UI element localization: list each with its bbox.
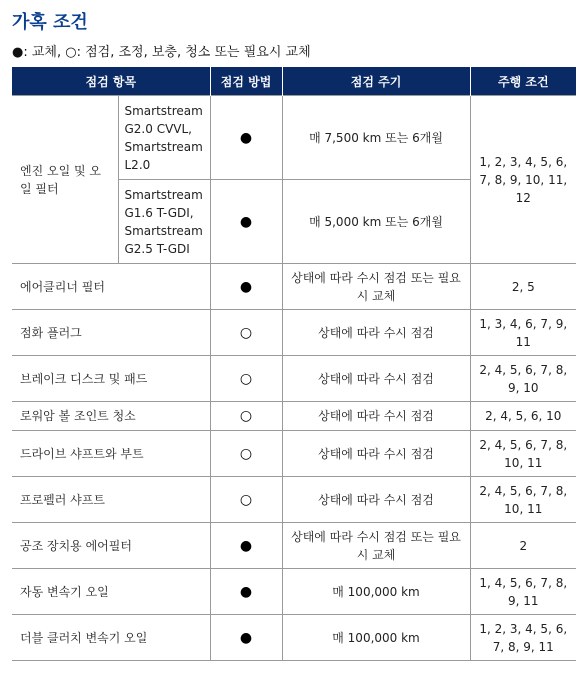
method-symbol: ○	[210, 310, 282, 356]
header-interval: 점검 주기	[282, 67, 470, 96]
interval-cell: 매 100,000 km	[282, 615, 470, 661]
page-title: 가혹 조건	[12, 12, 88, 33]
method-symbol: ○	[210, 402, 282, 431]
method-symbol: ●	[210, 615, 282, 661]
interval-cell: 상태에 따라 수시 점검	[282, 477, 470, 523]
item-cell: 점화 플러그	[12, 310, 210, 356]
table-row	[12, 431, 576, 477]
item-cell: 프로펠러 샤프트	[12, 477, 210, 523]
interval-cell: 상태에 따라 수시 점검 또는 필요시 교체	[282, 523, 470, 569]
item-cell: 공조 장치용 에어필터	[12, 523, 210, 569]
method-symbol: ●	[210, 180, 282, 264]
header-method: 점검 방법	[210, 67, 282, 96]
table-row	[12, 523, 576, 569]
interval-cell: 상태에 따라 수시 점검	[282, 402, 470, 431]
maintenance-table	[12, 67, 576, 661]
method-symbol: ●	[210, 96, 282, 180]
method-symbol: ○	[210, 356, 282, 402]
method-symbol: ○	[210, 431, 282, 477]
table-row	[12, 615, 576, 661]
method-symbol: ●	[210, 264, 282, 310]
model-cell: Smartstream G2.0 CVVL, Smartstream L2.0	[118, 96, 210, 180]
interval-cell: 상태에 따라 수시 점검	[282, 431, 470, 477]
method-symbol: ●	[210, 523, 282, 569]
method-symbol: ●	[210, 569, 282, 615]
item-cell: 자동 변속기 오일	[12, 569, 210, 615]
conditions-cell: 2	[470, 523, 576, 569]
interval-cell: 매 100,000 km	[282, 569, 470, 615]
item-cell: 로워암 볼 조인트 청소	[12, 402, 210, 431]
interval-cell: 매 7,500 km 또는 6개월	[282, 96, 470, 180]
model-cell: Smartstream G1.6 T-GDI, Smartstream G2.5 T-GDI	[118, 180, 210, 264]
conditions-cell: 2, 4, 5, 6, 7, 8, 9, 10	[470, 356, 576, 402]
conditions-cell: 1, 4, 5, 6, 7, 8, 9, 11	[470, 569, 576, 615]
table-row	[12, 264, 576, 310]
interval-cell: 상태에 따라 수시 점검 또는 필요시 교체	[282, 264, 470, 310]
interval-cell: 상태에 따라 수시 점검	[282, 310, 470, 356]
table-row	[12, 569, 576, 615]
header-conditions: 주행 조건	[470, 67, 576, 96]
item-cell: 브레이크 디스크 및 패드	[12, 356, 210, 402]
item-cell: 드라이브 샤프트와 부트	[12, 431, 210, 477]
conditions-cell: 2, 4, 5, 6, 7, 8, 10, 11	[470, 477, 576, 523]
item-cell: 에어클리너 필터	[12, 264, 210, 310]
conditions-cell: 1, 2, 3, 4, 5, 6, 7, 8, 9, 11	[470, 615, 576, 661]
table-row	[12, 402, 576, 431]
item-cell: 더블 클러치 변속기 오일	[12, 615, 210, 661]
conditions-cell: 2, 4, 5, 6, 10	[470, 402, 576, 431]
conditions-cell: 1, 2, 3, 4, 5, 6, 7, 8, 9, 10, 11, 12	[470, 96, 576, 264]
conditions-cell: 2, 5	[470, 264, 576, 310]
interval-cell: 상태에 따라 수시 점검	[282, 356, 470, 402]
table-row	[12, 96, 576, 180]
conditions-cell: 2, 4, 5, 6, 7, 8, 10, 11	[470, 431, 576, 477]
interval-cell: 매 5,000 km 또는 6개월	[282, 180, 470, 264]
header-item: 점검 항목	[12, 67, 210, 96]
table-header-row	[12, 67, 576, 96]
conditions-cell: 1, 3, 4, 6, 7, 9, 11	[470, 310, 576, 356]
item-cell: 엔진 오일 및 오일 필터	[12, 96, 118, 264]
table-row	[12, 356, 576, 402]
table-row	[12, 310, 576, 356]
legend-text: ●: 교체, ○: 점검, 조정, 보충, 청소 또는 필요시 교체	[12, 45, 311, 60]
method-symbol: ○	[210, 477, 282, 523]
table-row	[12, 477, 576, 523]
